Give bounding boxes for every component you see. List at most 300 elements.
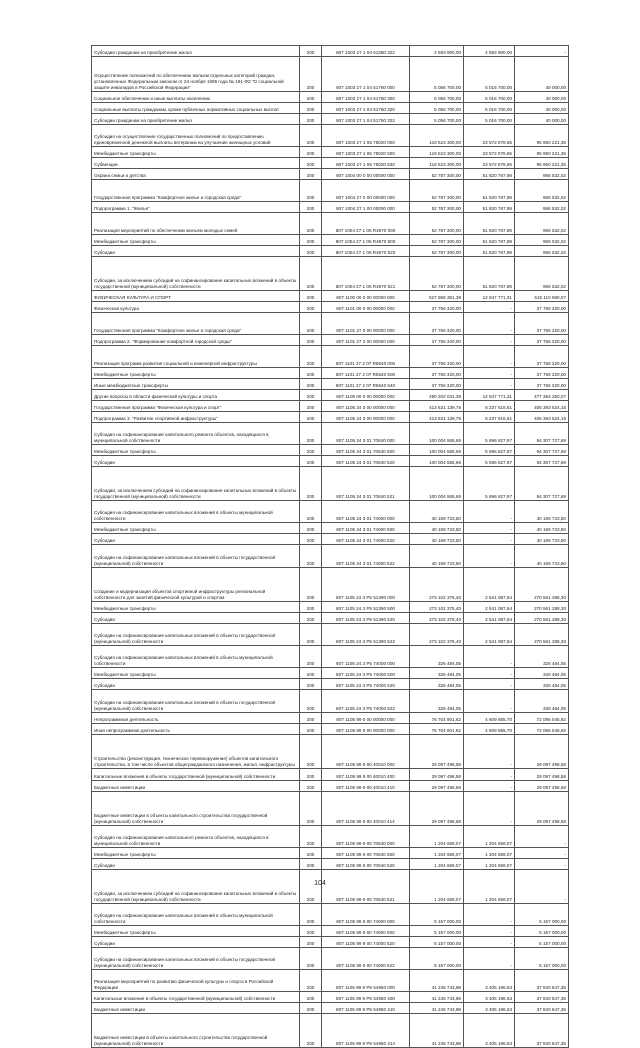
- row-executed: 4 593 900,00: [464, 46, 515, 57]
- row-unexecuted: 40 000,00: [515, 57, 569, 92]
- table-row: [92, 826, 569, 848]
- table-row: [92, 147, 569, 158]
- table-row: [92, 180, 569, 202]
- row-unexecuted: 326 484,05: [515, 690, 569, 713]
- row-approved: 5 157 000,00: [410, 937, 464, 948]
- row-line-code: 200: [300, 534, 322, 545]
- row-unexecuted: 37 756 320,00: [515, 335, 569, 346]
- table-row: [92, 948, 569, 970]
- row-unexecuted: 966 532,02: [515, 235, 569, 246]
- row-approved: 29 097 498,58: [410, 735, 464, 769]
- row-description: Социальное обеспечение и иные выплаты населению: [92, 92, 300, 103]
- row-approved: 41 245 743,98: [410, 1014, 464, 1048]
- row-description: Капитальные вложения в объекты государственной (муниципальной) собственности: [92, 992, 300, 1003]
- row-line-code: 200: [300, 904, 322, 926]
- row-executed: -: [464, 781, 515, 792]
- row-line-code: 200: [300, 713, 322, 724]
- row-approved: 326 484,05: [410, 668, 464, 679]
- table-row: [92, 724, 569, 735]
- table-row: [92, 545, 569, 568]
- table-row: [92, 445, 569, 456]
- row-description: Осуществление полномочий по обеспечению жильем отдельных категорий граждан, установленных Федеральным законом от 24 ноября 1995 года № 181-ФЗ "О социальной защите инвалидов в Российской Федерации": [92, 57, 300, 92]
- row-approved: 273 102 375,40: [410, 602, 464, 613]
- row-description: Иная непрограммная деятельность: [92, 724, 300, 735]
- row-description: Субсидии: [92, 937, 300, 948]
- row-budget-code: 807 1105 24 3 P5 51390 500: [322, 602, 410, 613]
- table-row: [92, 904, 569, 926]
- row-budget-code: 807 1105 24 3 P5 74000 000: [322, 646, 410, 668]
- row-unexecuted: 29 097 498,58: [515, 792, 569, 826]
- table-row: [92, 213, 569, 235]
- row-unexecuted: 270 561 288,30: [515, 624, 569, 646]
- row-description: Бюджетные инвестиции: [92, 1003, 300, 1014]
- row-line-code: 200: [300, 826, 322, 848]
- row-unexecuted: -: [515, 859, 569, 870]
- row-executed: -: [464, 937, 515, 948]
- row-executed: 3 405 196,63: [464, 992, 515, 1003]
- row-description: Физическая культура: [92, 302, 300, 313]
- table-row: [92, 713, 569, 724]
- table-row: [92, 792, 569, 826]
- row-budget-code: 807 1003 27 1 05 75020 000: [322, 125, 410, 147]
- row-budget-code: 807 1101 27 2 00 00000 000: [322, 335, 410, 346]
- row-budget-code: 807 1003 27 1 05 75020 530: [322, 158, 410, 169]
- row-budget-code: 807 1100 00 0 00 00000 000: [322, 291, 410, 302]
- row-executed: 12 847 771,31: [464, 390, 515, 401]
- table-row: [92, 859, 569, 870]
- row-executed: 5 696 827,97: [464, 445, 515, 456]
- row-line-code: 200: [300, 668, 322, 679]
- row-budget-code: 807 1105 24 3 01 74000 522: [322, 545, 410, 568]
- row-unexecuted: 40 000,00: [515, 103, 569, 114]
- row-unexecuted: 37 840 547,35: [515, 1014, 569, 1048]
- row-approved: 413 631 139,76: [410, 401, 464, 412]
- row-description: Субсидии, за исключением субсидий на софинансирование капитальных вложений в объекты государственной (муниципальной) собственности: [92, 870, 300, 904]
- table-row: [92, 158, 569, 169]
- row-line-code: 200: [300, 545, 322, 568]
- row-executed: -: [464, 379, 515, 390]
- row-executed: 3 405 196,63: [464, 1003, 515, 1014]
- row-budget-code: 807 1105 24 3 00 00000 000: [322, 412, 410, 423]
- row-executed: 1 204 659,07: [464, 826, 515, 848]
- table-row: [92, 1003, 569, 1014]
- row-line-code: 200: [300, 523, 322, 534]
- row-line-code: 200: [300, 724, 322, 735]
- table-row: [92, 534, 569, 545]
- row-executed: 4 609 855,70: [464, 724, 515, 735]
- row-approved: 5 056 700,00: [410, 92, 464, 103]
- row-line-code: 200: [300, 679, 322, 690]
- row-description: Подпрограмма 3. "Развитие спортивной инфраструктуры": [92, 412, 300, 423]
- row-executed: 8 237 615,61: [464, 412, 515, 423]
- row-description: Субсидии на софинансирование капитальных вложений в объекты государственной (муниципальной) собственности: [92, 948, 300, 970]
- row-line-code: 200: [300, 613, 322, 624]
- row-executed: -: [464, 735, 515, 769]
- row-unexecuted: -: [515, 826, 569, 848]
- row-budget-code: 807 1105 99 9 00 74000 522: [322, 948, 410, 970]
- row-approved: 41 245 743,98: [410, 1003, 464, 1014]
- table-row: [92, 970, 569, 992]
- row-approved: 1 204 659,07: [410, 859, 464, 870]
- row-description: Подпрограмма 1. "Жилье": [92, 202, 300, 213]
- row-executed: 5 016 700,00: [464, 103, 515, 114]
- row-executed: -: [464, 302, 515, 313]
- row-unexecuted: 29 097 498,58: [515, 769, 569, 781]
- row-executed: 1 204 659,07: [464, 870, 515, 904]
- row-approved: 37 756 320,00: [410, 368, 464, 379]
- table-row: [92, 390, 569, 401]
- row-approved: 52 787 300,00: [410, 257, 464, 291]
- row-description: Подпрограмма 2. "Формирование комфортной городской среды": [92, 335, 300, 346]
- row-description: Субсидии, за исключением субсидий на софинансирование капитальных вложений в объекты государственной (муниципальной) собственности: [92, 257, 300, 291]
- row-unexecuted: 405 393 524,15: [515, 412, 569, 423]
- row-line-code: 200: [300, 870, 322, 904]
- row-description: Субсидии: [92, 534, 300, 545]
- row-description: Государственная программа "Комфортное жилье и городская среда": [92, 313, 300, 335]
- row-approved: 1 204 659,07: [410, 848, 464, 859]
- row-unexecuted: 270 561 288,30: [515, 602, 569, 613]
- row-budget-code: 807 1105 24 3 01 74000 500: [322, 523, 410, 534]
- row-approved: 326 484,05: [410, 646, 464, 668]
- row-line-code: 200: [300, 781, 322, 792]
- row-line-code: 200: [300, 792, 322, 826]
- row-description: Реализация мероприятий по развитию физической культуры и спорта в Российской Федерации: [92, 970, 300, 992]
- row-unexecuted: 966 532,02: [515, 180, 569, 202]
- row-approved: 29 097 498,58: [410, 781, 464, 792]
- row-line-code: 200: [300, 213, 322, 235]
- row-description: Субсидии на софинансирование капитальных вложений в объекты государственной (муниципальной) собственности: [92, 624, 300, 646]
- row-budget-code: 807 1004 27 1 05 R4970 520: [322, 246, 410, 257]
- row-description: Субсидии гражданам на приобретение жилья: [92, 46, 300, 57]
- row-approved: 76 704 901,62: [410, 724, 464, 735]
- row-approved: 326 484,05: [410, 679, 464, 690]
- table-row: [92, 1014, 569, 1048]
- row-line-code: 200: [300, 501, 322, 523]
- row-description: Субсидии: [92, 679, 300, 690]
- table-row: [92, 926, 569, 937]
- row-executed: -: [464, 769, 515, 781]
- row-approved: 40 169 723,50: [410, 501, 464, 523]
- table-row: [92, 302, 569, 313]
- row-unexecuted: 40 169 723,50: [515, 545, 569, 568]
- row-line-code: 200: [300, 46, 322, 57]
- row-executed: 51 820 767,98: [464, 257, 515, 291]
- row-line-code: 200: [300, 423, 322, 445]
- table-row: [92, 690, 569, 713]
- row-unexecuted: 95 950 221,35: [515, 158, 569, 169]
- row-executed: 2 541 087,64: [464, 602, 515, 613]
- row-budget-code: 807 1105 99 9 00 40010 414: [322, 792, 410, 826]
- row-budget-code: 807 1105 24 3 P5 74000 520: [322, 679, 410, 690]
- table-row: [92, 46, 569, 57]
- row-budget-code: 807 1105 99 9 00 00000 000: [322, 724, 410, 735]
- row-line-code: 200: [300, 412, 322, 423]
- row-description: Охрана семьи и детства: [92, 169, 300, 180]
- row-line-code: 200: [300, 291, 322, 302]
- row-executed: -: [464, 904, 515, 926]
- row-budget-code: 807 1105 99 9 P5 54950 410: [322, 1003, 410, 1014]
- table-row: [92, 412, 569, 423]
- table-row: [92, 735, 569, 769]
- table-row: [92, 335, 569, 346]
- row-budget-code: 807 1101 00 0 00 00000 000: [322, 302, 410, 313]
- row-budget-code: 807 1003 27 1 04 51760 320: [322, 103, 410, 114]
- row-approved: 1 204 659,07: [410, 826, 464, 848]
- row-unexecuted: 37 756 320,00: [515, 346, 569, 368]
- row-budget-code: 807 1105 24 3 P5 74000 522: [322, 690, 410, 713]
- row-description: Субсидии на софинансирование капитальных вложений в объекты государственной (муниципальной) собственности: [92, 545, 300, 568]
- row-unexecuted: 37 756 320,00: [515, 368, 569, 379]
- row-executed: -: [464, 646, 515, 668]
- row-description: Субсидия на софинансирование капитальных вложений в объекты муниципальной собственности: [92, 501, 300, 523]
- row-budget-code: 807 1105 24 3 P5 51390 520: [322, 613, 410, 624]
- row-unexecuted: 95 950 221,35: [515, 125, 569, 147]
- row-budget-code: 807 1105 99 9 00 74000 500: [322, 926, 410, 937]
- row-description: Субсидия на софинансирование капитальных вложений в объекты муниципальной собственности: [92, 904, 300, 926]
- row-description: Субсидии: [92, 246, 300, 257]
- row-approved: 52 787 300,00: [410, 235, 464, 246]
- row-approved: 273 102 375,40: [410, 568, 464, 602]
- row-budget-code: 807 1003 27 1 05 75020 500: [322, 147, 410, 158]
- row-unexecuted: 95 950 221,35: [515, 147, 569, 158]
- row-line-code: 200: [300, 401, 322, 412]
- row-budget-code: 807 1105 24 3 01 70640 520: [322, 456, 410, 467]
- row-executed: -: [464, 545, 515, 568]
- row-executed: 4 609 855,70: [464, 713, 515, 724]
- row-description: Государственная программа "Комфортное жилье и городская среда": [92, 180, 300, 202]
- row-unexecuted: 29 097 498,58: [515, 781, 569, 792]
- row-budget-code: 807 1105 24 3 P5 51390 522: [322, 624, 410, 646]
- row-approved: 326 484,05: [410, 690, 464, 713]
- row-description: Межбюджетные трансферты: [92, 926, 300, 937]
- table-row: [92, 769, 569, 781]
- row-budget-code: 807 1101 27 2 07 R5540 500: [322, 368, 410, 379]
- row-unexecuted: 270 561 288,30: [515, 613, 569, 624]
- row-approved: 5 056 700,00: [410, 114, 464, 125]
- row-budget-code: 807 1105 99 0 00 00000 000: [322, 713, 410, 724]
- table-row: [92, 57, 569, 92]
- row-unexecuted: 94 307 727,69: [515, 445, 569, 456]
- row-description: Строительство (реконструкция, техническое перевооружение) объектов капитального строительства, в том числе объектов общегражданского назначения, жилья, инфраструктуры: [92, 735, 300, 769]
- row-unexecuted: 37 840 547,35: [515, 970, 569, 992]
- row-description: Социальные выплаты гражданам, кроме публичных нормативных социальных выплат: [92, 103, 300, 114]
- row-budget-code: 807 1105 99 9 P5 54950 414: [322, 1014, 410, 1048]
- row-unexecuted: 326 484,05: [515, 646, 569, 668]
- table-row: [92, 568, 569, 602]
- row-approved: 5 157 000,00: [410, 948, 464, 970]
- row-line-code: 200: [300, 624, 322, 646]
- row-approved: 41 245 743,98: [410, 992, 464, 1003]
- table-row: [92, 624, 569, 646]
- table-row: [92, 103, 569, 114]
- row-line-code: 200: [300, 147, 322, 158]
- row-approved: 40 169 723,50: [410, 545, 464, 568]
- row-executed: -: [464, 313, 515, 335]
- row-unexecuted: 40 169 723,50: [515, 534, 569, 545]
- row-approved: 273 102 375,40: [410, 624, 464, 646]
- row-approved: 5 157 000,00: [410, 926, 464, 937]
- table-row: [92, 523, 569, 534]
- row-approved: 100 004 555,66: [410, 423, 464, 445]
- row-approved: 41 245 743,98: [410, 970, 464, 992]
- row-unexecuted: 966 532,02: [515, 202, 569, 213]
- row-approved: 29 097 498,58: [410, 792, 464, 826]
- table-row: [92, 679, 569, 690]
- table-row: [92, 501, 569, 523]
- row-executed: 5 016 700,00: [464, 114, 515, 125]
- row-unexecuted: 5 157 000,00: [515, 937, 569, 948]
- row-budget-code: 807 1101 27 2 07 R5540 540: [322, 379, 410, 390]
- row-line-code: 200: [300, 335, 322, 346]
- row-budget-code: 807 1105 24 3 01 74000 520: [322, 534, 410, 545]
- row-approved: 52 787 300,00: [410, 169, 464, 180]
- table-row: [92, 257, 569, 291]
- row-budget-code: 807 1105 99 9 00 74000 520: [322, 937, 410, 948]
- row-approved: 5 157 000,00: [410, 904, 464, 926]
- row-description: Субсидии: [92, 859, 300, 870]
- row-line-code: 200: [300, 859, 322, 870]
- row-line-code: 200: [300, 646, 322, 668]
- table-row: [92, 246, 569, 257]
- row-executed: 3 405 196,63: [464, 1014, 515, 1048]
- row-line-code: 200: [300, 235, 322, 246]
- row-budget-code: 807 1004 27 1 05 R4970 521: [322, 257, 410, 291]
- row-budget-code: 807 1105 24 3 01 70640 000: [322, 423, 410, 445]
- row-unexecuted: 40 169 723,50: [515, 501, 569, 523]
- row-description: Капитальные вложения в объекты государственной (муниципальной) собственности: [92, 769, 300, 781]
- row-budget-code: 807 1105 99 9 P5 54950 400: [322, 992, 410, 1003]
- row-unexecuted: 405 393 524,15: [515, 401, 569, 412]
- table-row: [92, 992, 569, 1003]
- row-executed: 2 541 087,64: [464, 613, 515, 624]
- row-unexecuted: -: [515, 46, 569, 57]
- table-row: [92, 169, 569, 180]
- row-executed: 51 820 767,98: [464, 202, 515, 213]
- row-approved: 37 756 320,00: [410, 379, 464, 390]
- row-budget-code: 807 1004 27 1 05 R4970 500: [322, 235, 410, 246]
- row-executed: 3 405 196,63: [464, 970, 515, 992]
- row-unexecuted: 5 157 000,00: [515, 926, 569, 937]
- row-approved: 100 004 555,66: [410, 456, 464, 467]
- row-unexecuted: 5 157 000,00: [515, 904, 569, 926]
- row-executed: -: [464, 926, 515, 937]
- row-description: Субсидии, за исключением субсидий на софинансирование капитальных вложений в объекты государственной (муниципальной) собственности: [92, 467, 300, 501]
- row-approved: 37 756 320,00: [410, 346, 464, 368]
- row-approved: 119 523 300,00: [410, 125, 464, 147]
- row-description: Бюджетные инвестиции в объекты капитального строительства государственной (муниципальной) собственности: [92, 792, 300, 826]
- table-row: [92, 423, 569, 445]
- table-row: [92, 613, 569, 624]
- row-approved: 100 004 555,66: [410, 445, 464, 456]
- row-executed: 1 204 659,07: [464, 859, 515, 870]
- row-unexecuted: 37 756 320,00: [515, 302, 569, 313]
- row-description: Субсидии гражданам на приобретение жилья: [92, 114, 300, 125]
- table-row: [92, 646, 569, 668]
- row-unexecuted: 270 561 288,30: [515, 568, 569, 602]
- table-row: [92, 848, 569, 859]
- row-executed: -: [464, 534, 515, 545]
- row-line-code: 200: [300, 390, 322, 401]
- row-line-code: 200: [300, 57, 322, 92]
- row-approved: 52 787 300,00: [410, 180, 464, 202]
- row-budget-code: 807 1003 27 1 04 51760 322: [322, 114, 410, 125]
- row-description: ФИЗИЧЕСКАЯ КУЛЬТУРА И СПОРТ: [92, 291, 300, 302]
- row-approved: 29 097 498,58: [410, 769, 464, 781]
- row-executed: 1 204 659,07: [464, 848, 515, 859]
- row-description: Межбюджетные трансферты: [92, 523, 300, 534]
- table-row: [92, 92, 569, 103]
- row-approved: 4 593 900,00: [410, 46, 464, 57]
- row-approved: 52 787 300,00: [410, 213, 464, 235]
- row-line-code: 200: [300, 125, 322, 147]
- row-unexecuted: 72 095 045,92: [515, 724, 569, 735]
- row-unexecuted: 326 484,05: [515, 668, 569, 679]
- row-description: Субсидия на софинансирование капитального ремонта объектов, находящихся в муниципальной собственности: [92, 423, 300, 445]
- row-line-code: 200: [300, 1014, 322, 1048]
- row-description: Реализация программ развития социальной и инженерной инфраструктуры: [92, 346, 300, 368]
- row-line-code: 200: [300, 257, 322, 291]
- row-description: Межбюджетные трансферты: [92, 668, 300, 679]
- row-executed: 8 237 615,61: [464, 401, 515, 412]
- row-approved: 100 004 555,66: [410, 467, 464, 501]
- row-executed: 2 541 087,64: [464, 568, 515, 602]
- row-unexecuted: 40 169 723,50: [515, 523, 569, 534]
- row-budget-code: 807 1003 27 1 04 51350 322: [322, 46, 410, 57]
- row-budget-code: 807 1105 24 3 01 74000 000: [322, 501, 410, 523]
- row-description: Бюджетные инвестиции в объекты капитального строительства государственной (муниципальной) собственности: [92, 1014, 300, 1048]
- row-unexecuted: 94 307 727,69: [515, 423, 569, 445]
- row-line-code: 200: [300, 926, 322, 937]
- row-description: Бюджетные инвестиции: [92, 781, 300, 792]
- row-approved: 40 169 723,50: [410, 523, 464, 534]
- row-unexecuted: 37 756 320,00: [515, 313, 569, 335]
- budget-table: [91, 45, 569, 1048]
- row-description: Межбюджетные трансферты: [92, 848, 300, 859]
- row-approved: 52 787 300,00: [410, 246, 464, 257]
- row-line-code: 200: [300, 92, 322, 103]
- row-approved: 52 787 300,00: [410, 202, 464, 213]
- row-line-code: 200: [300, 970, 322, 992]
- row-budget-code: 807 1003 27 1 04 51760 300: [322, 92, 410, 103]
- row-executed: 5 696 827,97: [464, 423, 515, 445]
- row-line-code: 200: [300, 456, 322, 467]
- row-line-code: 200: [300, 302, 322, 313]
- row-line-code: 200: [300, 602, 322, 613]
- row-budget-code: 807 1004 27 0 00 00000 000: [322, 180, 410, 202]
- row-unexecuted: 40 000,00: [515, 114, 569, 125]
- row-unexecuted: 966 532,02: [515, 169, 569, 180]
- row-budget-code: 807 1105 99 9 00 40010 410: [322, 781, 410, 792]
- budget-table-body: [92, 46, 569, 1048]
- row-approved: 5 056 700,00: [410, 103, 464, 114]
- row-line-code: 200: [300, 690, 322, 713]
- row-description: Субсидии: [92, 456, 300, 467]
- table-row: [92, 467, 569, 501]
- row-approved: 490 202 031,38: [410, 390, 464, 401]
- table-row: [92, 202, 569, 213]
- row-line-code: 200: [300, 368, 322, 379]
- row-executed: 51 820 767,98: [464, 213, 515, 235]
- row-approved: 119 523 300,00: [410, 158, 464, 169]
- row-budget-code: 807 1105 99 9 00 40010 400: [322, 769, 410, 781]
- table-row: [92, 235, 569, 246]
- row-line-code: 200: [300, 848, 322, 859]
- row-executed: 23 572 078,65: [464, 125, 515, 147]
- row-unexecuted: 94 307 727,69: [515, 456, 569, 467]
- row-budget-code: 807 1004 00 0 00 00000 000: [322, 169, 410, 180]
- row-budget-code: 807 1105 99 9 00 74000 000: [322, 904, 410, 926]
- row-unexecuted: 29 097 498,58: [515, 735, 569, 769]
